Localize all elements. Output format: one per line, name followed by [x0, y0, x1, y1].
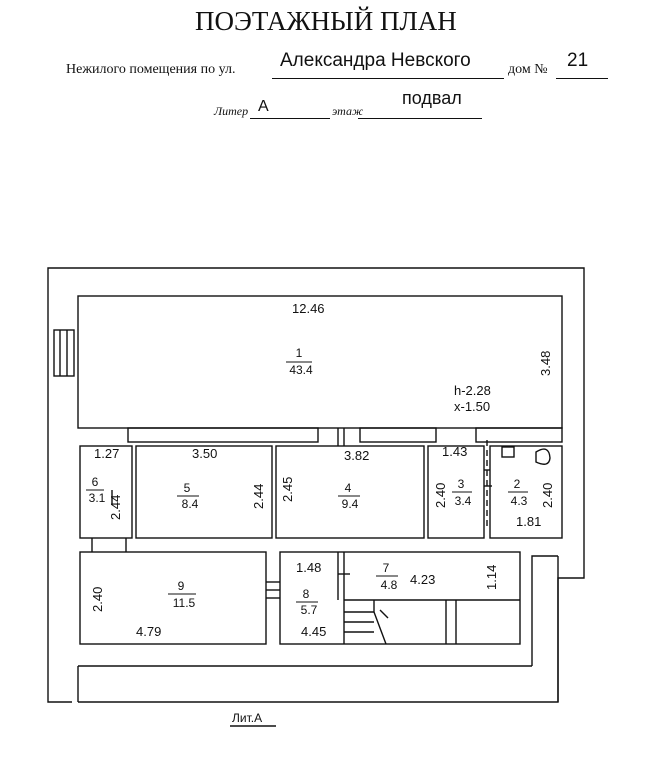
- right-notch: [532, 556, 558, 666]
- room-3-number: 3: [457, 477, 465, 491]
- floor-value: подвал: [402, 88, 462, 108]
- sink-fixture: [502, 447, 514, 457]
- floor-prefix: этаж: [332, 104, 364, 118]
- room-6-number: 6: [91, 475, 99, 489]
- room-6-area: 3.1: [88, 491, 106, 505]
- room-5-area: 8.4: [181, 497, 199, 511]
- dim-height: h-2.28: [454, 383, 491, 398]
- dim-room7-height: 1.14: [484, 564, 499, 590]
- stair-arrow: [374, 600, 386, 644]
- dim-room4-height: 2.45: [280, 476, 295, 502]
- left-window: [54, 330, 74, 376]
- wall-segment: [360, 428, 436, 442]
- dim-level: х-1.50: [454, 399, 491, 414]
- street-value: Александра Невского: [280, 50, 471, 71]
- room-4-number: 4: [344, 481, 352, 495]
- room-7-area: 4.8: [380, 578, 398, 592]
- room-1-number: 1: [295, 346, 303, 360]
- dim-room6-height: 2.44: [108, 494, 123, 520]
- room-8-number: 8: [302, 587, 310, 601]
- wall-segment: [476, 428, 562, 442]
- dim-room7-width: 4.23: [410, 572, 436, 587]
- room-8-area: 5.7: [300, 603, 318, 617]
- liter-value: А: [258, 98, 269, 115]
- plan-walls: [48, 268, 584, 726]
- dim-room5-height: 2.44: [251, 483, 266, 509]
- room-3-area: 3.4: [454, 494, 472, 508]
- dim-room1-depth: 3.48: [538, 350, 553, 376]
- street-prefix: Нежилого помещения по ул.: [66, 62, 236, 77]
- room-2-area: 4.3: [510, 494, 528, 508]
- dim-room1-width: 12.46: [292, 301, 325, 316]
- dim-room8-top: 1.48: [296, 560, 322, 575]
- house-value: 21: [567, 50, 589, 71]
- toilet-fixture: [536, 449, 550, 464]
- room-7-number: 7: [382, 561, 390, 575]
- room-1-area: 43.4: [289, 363, 313, 377]
- room-4-area: 9.4: [341, 497, 359, 511]
- dim-room8-bottom: 4.45: [301, 624, 327, 639]
- dim-room4-width: 3.82: [344, 448, 370, 463]
- room-2-number: 2: [513, 477, 521, 491]
- room-5-number: 5: [183, 481, 191, 495]
- liter-prefix: Литер: [214, 104, 249, 118]
- dim-room9-width: 4.79: [136, 624, 162, 639]
- room-9-area: 11.5: [172, 596, 196, 610]
- page-title: ПОЭТАЖНЫЙ ПЛАН: [195, 6, 457, 36]
- dim-room9-height: 2.40: [90, 586, 105, 612]
- dim-room3-height: 2.40: [433, 482, 448, 508]
- dim-room2-height: 2.40: [540, 482, 555, 508]
- dim-room6-width: 1.27: [94, 446, 120, 461]
- wall-segment: [128, 428, 318, 442]
- dim-room3-width: 1.43: [442, 444, 468, 459]
- house-prefix: дом №: [508, 62, 548, 77]
- room-9-number: 9: [177, 579, 185, 593]
- dim-room2-width: 1.81: [516, 514, 542, 529]
- dim-room5-width: 3.50: [192, 446, 218, 461]
- liter-label: Лит.А: [232, 711, 263, 725]
